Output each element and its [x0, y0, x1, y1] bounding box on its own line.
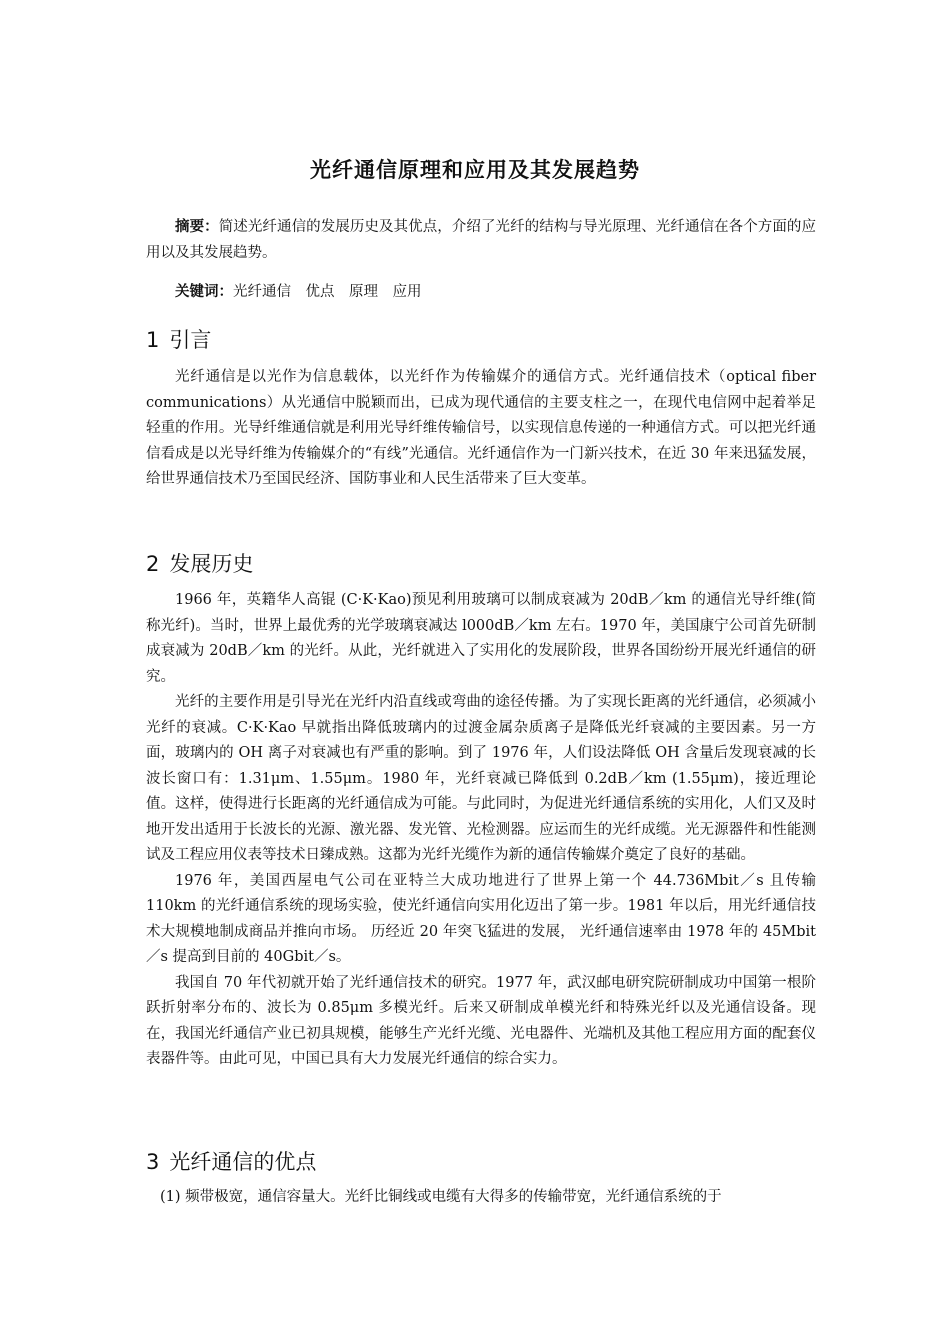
- document-title: 光纤通信原理和应用及其发展趋势: [310, 158, 640, 182]
- keywords-text: 光纤通信 优点 原理 应用: [233, 284, 422, 300]
- paragraph: 我国自 70 年代初就开始了光纤通信技术的研究。1977 年，武汉邮电研究院研制成功中国第一根阶跃折射率分布的、波长为 0.85μm 多模光纤。后来又研制成单模光纤和特殊光纤以及光通信设备。现在，我国光纤通信产业已初具规模，能够生产光纤光缆、光电器件、光端机及其他工程应用方面的配套仪表器件等。由此可见，中国已具有大力发展光纤通信的综合实力。: [146, 974, 816, 1067]
- section-title: 引言: [169, 328, 212, 352]
- section-heading-2: [146, 549, 253, 579]
- section-title: 发展历史: [169, 552, 254, 576]
- section-body-2: [146, 588, 816, 1073]
- paragraph: (1) 频带极宽，通信容量大。光纤比铜线或电缆有大得多的传输带宽，光纤通信系统的于: [160, 1189, 722, 1205]
- section-heading-3: [146, 1147, 316, 1177]
- section-number: 3: [146, 1150, 160, 1174]
- paragraph: 1966 年，英籍华人高锟 (C·K·Kao)预见利用玻璃可以制成衰减为 20dB／km 的通信光导纤维(简称光纤)。当时，世界上最优秀的光学玻璃衰减达 l000dB／km 左右。1970 年，美国康宁公司首先研制成衰减为 20dB／km 的光纤。从此，光纤就进入了实用化的发展阶段，世界各国纷纷开展光纤通信的研究。: [146, 592, 816, 685]
- section-title: 光纤通信的优点: [169, 1150, 317, 1174]
- keywords: [146, 280, 816, 306]
- keywords-label: 关键词：: [175, 284, 233, 300]
- paragraph: 1976 年，美国西屋电气公司在亚特兰大成功地进行了世界上第一个 44.736Mbit／s 且传输 110km 的光纤通信系统的现场实验，使光纤通信向实用化迈出了第一步。1981 年以后，用光纤通信技术大规模地制成商品并推向市场。 历经近 20 年突飞猛进的发展， 光纤通信速率由 1978 年的 45Mbit／s 提高到目前的 40Gbit／s。: [146, 872, 816, 965]
- paragraph: 光纤通信是以光作为信息载体，以光纤作为传输媒介的通信方式。光纤通信技术（optical fiber communications）从光通信中脱颖而出，已成为现代通信的主要支柱之一，在现代电信网中起着举足轻重的作用。光导纤维通信就是利用光导纤维传输信号，以实现信息传递的一种通信方式。可以把光纤通信看成是以光导纤维为传输媒介的“有线”光通信。光纤通信作为一门新兴技术，在近 30 年来迅猛发展，给世界通信技术乃至国民经济、国防事业和人民生活带来了巨大变革。: [146, 369, 816, 487]
- paragraph: 光纤的主要作用是引导光在光纤内沿直线或弯曲的途径传播。为了实现长距离的光纤通信，必须减小光纤的衰减。C·K·Kao 早就指出降低玻璃内的过渡金属杂质离子是降低光纤衰减的主要因素。另一方面，玻璃内的 OH 离子对衰减也有严重的影响。到了 1976 年，人们设法降低 OH 含量后发现衰减的长波长窗口有：1.31μm、1.55μm。1980 年，光纤衰减已降低到 0.2dB／km (1.55μm)，接近理论值。这样，使得进行长距离的光纤通信成为可能。与此同时，为促进光纤通信系统的实用化，人们又及时地开发出适用于长波长的光源、激光器、发光管、光检测器。应运而生的光纤成缆。光无源器件和性能测试及工程应用仪表等技术日臻成熟。这都为光纤光缆作为新的通信传输媒介奠定了良好的基础。: [146, 694, 816, 863]
- section-body-1: [146, 365, 816, 493]
- section-number: 2: [146, 552, 160, 576]
- abstract: [146, 215, 816, 266]
- section-number: 1: [146, 328, 160, 352]
- section-heading-1: [146, 325, 211, 355]
- abstract-label: 摘要：: [175, 219, 219, 235]
- section-body-3: [146, 1185, 816, 1211]
- abstract-text: 简述光纤通信的发展历史及其优点，介绍了光纤的结构与导光原理、光纤通信在各个方面的应用以及其发展趋势。: [146, 219, 817, 261]
